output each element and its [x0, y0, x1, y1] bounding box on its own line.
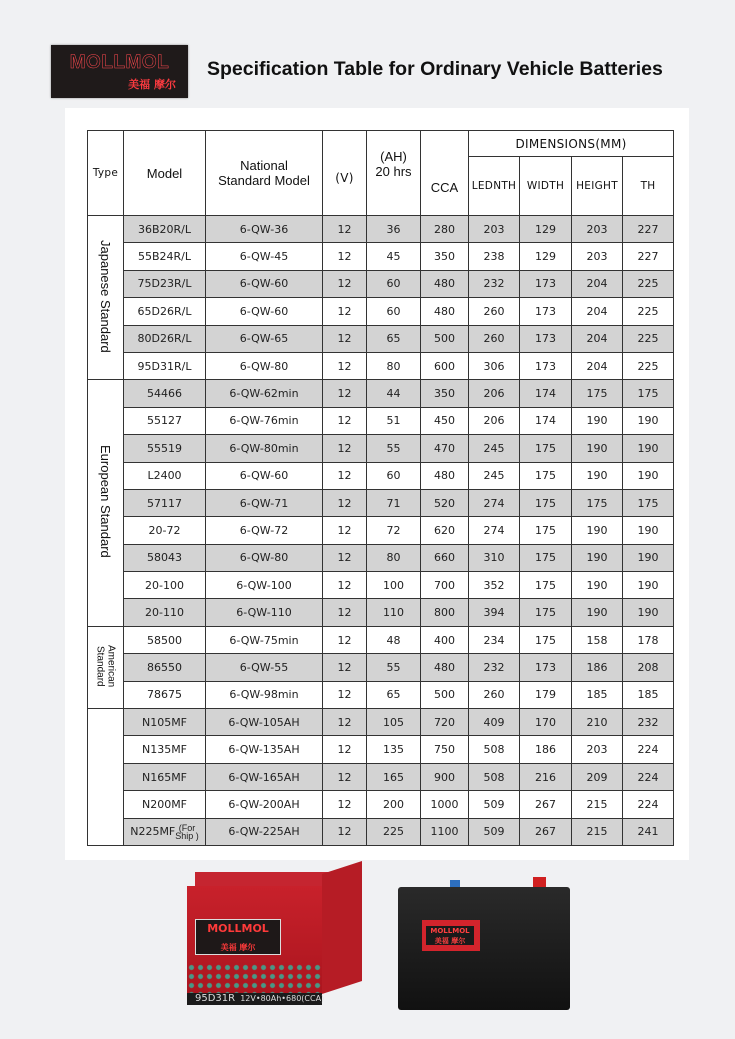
cell-width: 170 [520, 709, 572, 736]
negative-terminal [450, 880, 460, 887]
cell-model: 20-72 [124, 517, 206, 544]
cell-voltage: 12 [323, 298, 367, 325]
type-group-cell [88, 216, 124, 380]
cell-th: 175 [623, 380, 674, 407]
cell-model: 58043 [124, 544, 206, 571]
table-row [88, 270, 674, 297]
table-row [88, 791, 674, 818]
cell-cca: 400 [421, 626, 469, 653]
cell-width: 174 [520, 380, 572, 407]
cell-voltage: 12 [323, 325, 367, 352]
cell-national-model: 6-QW-135AH [206, 736, 323, 763]
cell-capacity: 55 [367, 435, 421, 462]
cell-capacity: 44 [367, 380, 421, 407]
cell-voltage: 12 [323, 736, 367, 763]
cell-model: 95D31R/L [124, 352, 206, 379]
cell-length: 274 [469, 489, 520, 516]
cell-capacity: 60 [367, 298, 421, 325]
table-row [88, 681, 674, 708]
cell-model: 55127 [124, 407, 206, 434]
cell-voltage: 12 [323, 243, 367, 270]
cell-width: 175 [520, 626, 572, 653]
cell-cca: 480 [421, 270, 469, 297]
header-height: HEIGHT [572, 157, 623, 216]
header-dimensions: DIMENSIONS(MM) [469, 131, 674, 157]
cell-cca: 800 [421, 599, 469, 626]
cell-th: 178 [623, 626, 674, 653]
cell-national-model: 6-QW-45 [206, 243, 323, 270]
cell-voltage: 12 [323, 572, 367, 599]
cell-length: 260 [469, 298, 520, 325]
cell-cca: 500 [421, 681, 469, 708]
battery-label [422, 920, 480, 951]
box-label: 95D31R 12V•80Ah•680(CCA) [187, 993, 322, 1005]
ship-note: (For Ship ) [175, 822, 199, 841]
cell-width: 175 [520, 435, 572, 462]
cell-national-model: 6-QW-60 [206, 270, 323, 297]
cell-voltage: 12 [323, 763, 367, 790]
cell-height: 175 [572, 380, 623, 407]
cell-length: 232 [469, 270, 520, 297]
cell-cca: 350 [421, 243, 469, 270]
cell-height: 215 [572, 818, 623, 845]
cell-cca: 470 [421, 435, 469, 462]
cell-height: 203 [572, 216, 623, 243]
cell-length: 203 [469, 216, 520, 243]
cell-width: 179 [520, 681, 572, 708]
cell-length: 234 [469, 626, 520, 653]
cell-height: 190 [572, 599, 623, 626]
cell-capacity: 55 [367, 654, 421, 681]
type-group-cell [88, 626, 124, 708]
cell-th: 190 [623, 517, 674, 544]
cell-national-model: 6-QW-60 [206, 462, 323, 489]
cell-width: 173 [520, 352, 572, 379]
cell-voltage: 12 [323, 407, 367, 434]
cell-th: 190 [623, 462, 674, 489]
header-model: Model [124, 131, 206, 216]
box-logo: MOLLMOL 美福 摩尔 [195, 919, 281, 955]
cell-national-model: 6-QW-80 [206, 544, 323, 571]
cell-length: 260 [469, 325, 520, 352]
cell-cca: 660 [421, 544, 469, 571]
cell-national-model: 6-QW-110 [206, 599, 323, 626]
cell-capacity: 165 [367, 763, 421, 790]
cell-national-model: 6-QW-62min [206, 380, 323, 407]
cell-voltage: 12 [323, 709, 367, 736]
cell-capacity: 36 [367, 216, 421, 243]
header-national-model: National Standard Model [206, 131, 323, 216]
cell-national-model: 6-QW-105AH [206, 709, 323, 736]
battery-box-image [187, 872, 362, 1005]
cell-capacity: 65 [367, 325, 421, 352]
table-row [88, 407, 674, 434]
cell-model: N165MF [124, 763, 206, 790]
cell-length: 245 [469, 435, 520, 462]
cell-length: 310 [469, 544, 520, 571]
cell-width: 174 [520, 407, 572, 434]
spec-panel [65, 108, 689, 860]
cell-capacity: 80 [367, 352, 421, 379]
cell-cca: 280 [421, 216, 469, 243]
cell-th: 232 [623, 709, 674, 736]
cell-th: 190 [623, 435, 674, 462]
cell-cca: 750 [421, 736, 469, 763]
cell-th: 190 [623, 572, 674, 599]
cell-width: 173 [520, 298, 572, 325]
brand-logo [51, 45, 188, 98]
cell-voltage: 12 [323, 352, 367, 379]
cell-cca: 480 [421, 298, 469, 325]
cell-national-model: 6-QW-60 [206, 298, 323, 325]
cell-capacity: 105 [367, 709, 421, 736]
cell-th: 185 [623, 681, 674, 708]
cell-width: 173 [520, 654, 572, 681]
cell-model: 20-100 [124, 572, 206, 599]
cell-width: 267 [520, 791, 572, 818]
cell-width: 175 [520, 599, 572, 626]
cell-cca: 480 [421, 654, 469, 681]
cell-model: 78675 [124, 681, 206, 708]
cell-voltage: 12 [323, 270, 367, 297]
cell-model: N225MF (For Ship ) [124, 818, 206, 845]
table-row [88, 736, 674, 763]
cell-model: 36B20R/L [124, 216, 206, 243]
cell-national-model: 6-QW-100 [206, 572, 323, 599]
cell-length: 409 [469, 709, 520, 736]
table-row [88, 517, 674, 544]
cell-voltage: 12 [323, 462, 367, 489]
cell-national-model: 6-QW-36 [206, 216, 323, 243]
cell-model: 20-110 [124, 599, 206, 626]
cell-width: 175 [520, 489, 572, 516]
cell-model: 75D23R/L [124, 270, 206, 297]
cell-height: 204 [572, 298, 623, 325]
cell-length: 509 [469, 791, 520, 818]
cell-model: N200MF [124, 791, 206, 818]
cell-national-model: 6-QW-165AH [206, 763, 323, 790]
positive-terminal [533, 877, 546, 887]
type-group-label: European Standard [98, 445, 113, 558]
cell-cca: 450 [421, 407, 469, 434]
cell-capacity: 60 [367, 270, 421, 297]
cell-capacity: 80 [367, 544, 421, 571]
battery-image [398, 875, 570, 1010]
type-group-label: American Standard [94, 644, 117, 688]
cell-national-model: 6-QW-72 [206, 517, 323, 544]
cell-model: 80D26R/L [124, 325, 206, 352]
cell-national-model: 6-QW-65 [206, 325, 323, 352]
cell-length: 508 [469, 763, 520, 790]
cell-cca: 700 [421, 572, 469, 599]
cell-th: 190 [623, 407, 674, 434]
cell-model: 55B24R/L [124, 243, 206, 270]
cell-capacity: 100 [367, 572, 421, 599]
cell-th: 227 [623, 216, 674, 243]
cell-height: 190 [572, 462, 623, 489]
cell-width: 173 [520, 325, 572, 352]
spec-table [87, 130, 674, 846]
table-row [88, 489, 674, 516]
cell-voltage: 12 [323, 626, 367, 653]
table-row [88, 763, 674, 790]
cell-voltage: 12 [323, 216, 367, 243]
cell-model: L2400 [124, 462, 206, 489]
header-type: Type [88, 131, 124, 216]
box-side [322, 861, 362, 994]
table-row [88, 544, 674, 571]
cell-width: 173 [520, 270, 572, 297]
cell-cca: 350 [421, 380, 469, 407]
cell-length: 260 [469, 681, 520, 708]
cell-height: 190 [572, 407, 623, 434]
cell-model: 58500 [124, 626, 206, 653]
cell-length: 238 [469, 243, 520, 270]
table-row [88, 352, 674, 379]
cell-height: 204 [572, 352, 623, 379]
cell-cca: 1000 [421, 791, 469, 818]
page-title: Specification Table for Ordinary Vehicle Batteries [207, 58, 663, 80]
cell-th: 241 [623, 818, 674, 845]
cell-length: 245 [469, 462, 520, 489]
cell-national-model: 6-QW-200AH [206, 791, 323, 818]
table-row [88, 243, 674, 270]
cell-cca: 520 [421, 489, 469, 516]
cell-length: 206 [469, 380, 520, 407]
cell-cca: 900 [421, 763, 469, 790]
cell-national-model: 6-QW-75min [206, 626, 323, 653]
table-row [88, 380, 674, 407]
cell-width: 267 [520, 818, 572, 845]
cell-width: 186 [520, 736, 572, 763]
cell-length: 306 [469, 352, 520, 379]
cell-th: 225 [623, 325, 674, 352]
cell-voltage: 12 [323, 544, 367, 571]
cell-width: 129 [520, 243, 572, 270]
cell-th: 208 [623, 654, 674, 681]
cell-voltage: 12 [323, 489, 367, 516]
cell-height: 203 [572, 243, 623, 270]
cell-height: 185 [572, 681, 623, 708]
cell-length: 509 [469, 818, 520, 845]
table-row [88, 325, 674, 352]
cell-height: 190 [572, 572, 623, 599]
cell-length: 232 [469, 654, 520, 681]
cell-capacity: 51 [367, 407, 421, 434]
cell-national-model: 6-QW-80 [206, 352, 323, 379]
cell-capacity: 65 [367, 681, 421, 708]
cell-th: 225 [623, 270, 674, 297]
cell-national-model: 6-QW-55 [206, 654, 323, 681]
cell-cca: 720 [421, 709, 469, 736]
cell-capacity: 48 [367, 626, 421, 653]
table-row [88, 572, 674, 599]
cell-height: 175 [572, 489, 623, 516]
cell-width: 175 [520, 572, 572, 599]
cell-th: 227 [623, 243, 674, 270]
cell-width: 216 [520, 763, 572, 790]
header-th: TH [623, 157, 674, 216]
cell-height: 204 [572, 270, 623, 297]
cell-height: 190 [572, 435, 623, 462]
cell-length: 274 [469, 517, 520, 544]
cell-height: 210 [572, 709, 623, 736]
cell-height: 209 [572, 763, 623, 790]
cell-th: 225 [623, 298, 674, 325]
cell-voltage: 12 [323, 791, 367, 818]
cell-capacity: 225 [367, 818, 421, 845]
cell-width: 175 [520, 517, 572, 544]
cell-voltage: 12 [323, 818, 367, 845]
cell-voltage: 12 [323, 654, 367, 681]
table-row [88, 298, 674, 325]
cell-voltage: 12 [323, 681, 367, 708]
box-dots [187, 963, 322, 993]
cell-length: 508 [469, 736, 520, 763]
cell-model: 65D26R/L [124, 298, 206, 325]
cell-capacity: 72 [367, 517, 421, 544]
cell-height: 158 [572, 626, 623, 653]
cell-cca: 600 [421, 352, 469, 379]
cell-height: 203 [572, 736, 623, 763]
table-row [88, 654, 674, 681]
cell-capacity: 135 [367, 736, 421, 763]
cell-model: N135MF [124, 736, 206, 763]
cell-model: 55519 [124, 435, 206, 462]
type-group-cell [88, 380, 124, 627]
cell-height: 204 [572, 325, 623, 352]
cell-th: 225 [623, 352, 674, 379]
cell-model: 54466 [124, 380, 206, 407]
cell-cca: 500 [421, 325, 469, 352]
cell-national-model: 6-QW-71 [206, 489, 323, 516]
header-cca: CCA [421, 131, 469, 216]
table-row [88, 709, 674, 736]
cell-capacity: 60 [367, 462, 421, 489]
header-length: LEDNTH [469, 157, 520, 216]
cell-height: 190 [572, 544, 623, 571]
cell-capacity: 200 [367, 791, 421, 818]
cell-th: 175 [623, 489, 674, 516]
cell-height: 190 [572, 517, 623, 544]
header-voltage: (V) [323, 131, 367, 216]
cell-cca: 480 [421, 462, 469, 489]
table-row [88, 216, 674, 243]
cell-th: 224 [623, 736, 674, 763]
cell-model: N105MF [124, 709, 206, 736]
header-capacity: (AH) 20 hrs [367, 131, 421, 216]
cell-national-model: 6-QW-80min [206, 435, 323, 462]
cell-height: 186 [572, 654, 623, 681]
logo-text: MOLLMOL [69, 52, 170, 73]
cell-width: 129 [520, 216, 572, 243]
type-group-label: Japanese Standard [98, 239, 113, 353]
spec-table-body [88, 216, 674, 846]
cell-th: 190 [623, 599, 674, 626]
header-width: WIDTH [520, 157, 572, 216]
cell-length: 206 [469, 407, 520, 434]
cell-capacity: 110 [367, 599, 421, 626]
logo-text-cn: 美福 摩尔 [128, 78, 176, 91]
cell-voltage: 12 [323, 380, 367, 407]
cell-national-model: 6-QW-76min [206, 407, 323, 434]
cell-length: 352 [469, 572, 520, 599]
table-row [88, 626, 674, 653]
cell-capacity: 45 [367, 243, 421, 270]
cell-capacity: 71 [367, 489, 421, 516]
cell-cca: 620 [421, 517, 469, 544]
type-group-cell [88, 709, 124, 846]
cell-model: 86550 [124, 654, 206, 681]
cell-voltage: 12 [323, 599, 367, 626]
cell-th: 190 [623, 544, 674, 571]
table-row [88, 818, 674, 845]
cell-length: 394 [469, 599, 520, 626]
cell-voltage: 12 [323, 517, 367, 544]
cell-voltage: 12 [323, 435, 367, 462]
cell-model: 57117 [124, 489, 206, 516]
cell-width: 175 [520, 462, 572, 489]
cell-national-model: 6-QW-225AH [206, 818, 323, 845]
table-row [88, 599, 674, 626]
battery-logo: MOLLMOL 美福 摩尔 [426, 926, 474, 945]
cell-width: 175 [520, 544, 572, 571]
cell-height: 215 [572, 791, 623, 818]
cell-th: 224 [623, 763, 674, 790]
table-row [88, 435, 674, 462]
table-row [88, 462, 674, 489]
box-front [187, 886, 325, 1005]
cell-cca: 1100 [421, 818, 469, 845]
cell-national-model: 6-QW-98min [206, 681, 323, 708]
cell-th: 224 [623, 791, 674, 818]
